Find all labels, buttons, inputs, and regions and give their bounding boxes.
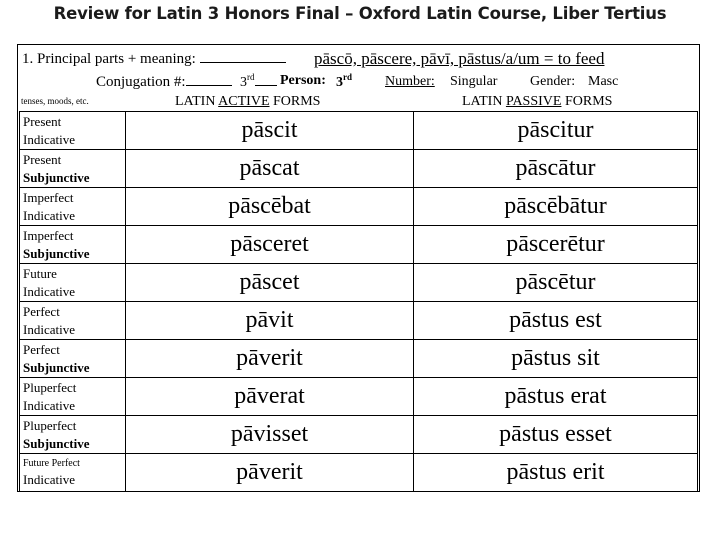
number-value: Singular — [450, 74, 498, 89]
mood-name: Indicative — [23, 471, 75, 487]
person-suffix: rd — [343, 72, 352, 82]
active-form: pāverat — [126, 378, 414, 416]
passive-heading-pre: LATIN — [462, 94, 506, 109]
active-form: pāscat — [126, 150, 414, 188]
tenses-note: tenses, moods, etc. — [21, 96, 89, 106]
mood-name: Indicative — [23, 131, 75, 147]
principal-parts-blank — [200, 62, 286, 63]
tense-name: Pluperfect — [23, 379, 77, 395]
tense-cell — [20, 416, 126, 454]
passive-forms-heading — [462, 94, 612, 110]
conjugation-value — [240, 72, 277, 91]
active-forms-heading — [175, 94, 320, 110]
mood-name: Indicative — [23, 397, 75, 413]
passive-form: pāstus erit — [414, 454, 698, 492]
conjugation-number: 3 — [240, 75, 247, 90]
active-form: pāverit — [126, 454, 414, 492]
passive-form: pāstus esset — [414, 416, 698, 454]
conjugation-table — [19, 111, 698, 492]
active-form: pāsceret — [126, 226, 414, 264]
tense-name: Perfect — [23, 341, 60, 357]
table-row — [20, 454, 698, 492]
worksheet — [17, 44, 700, 492]
passive-heading-post: FORMS — [561, 94, 613, 109]
tense-cell — [20, 302, 126, 340]
passive-form: pāscitur — [414, 112, 698, 150]
gender-value: Masc — [588, 74, 619, 89]
tense-name: Perfect — [23, 303, 60, 319]
tense-cell — [20, 226, 126, 264]
table-row — [20, 112, 698, 150]
tense-cell — [20, 378, 126, 416]
mood-name: Indicative — [23, 283, 75, 299]
tense-cell — [20, 112, 126, 150]
conjugation-blank — [186, 85, 232, 86]
tense-name: Future Perfect — [23, 457, 80, 469]
active-heading-post: FORMS — [269, 94, 321, 109]
passive-form: pāstus erat — [414, 378, 698, 416]
conjugation-blank-2 — [255, 85, 277, 86]
tense-name: Future — [23, 265, 57, 281]
mood-name: Subjunctive — [23, 435, 90, 451]
mood-name: Indicative — [23, 207, 75, 223]
mood-name: Subjunctive — [23, 169, 90, 185]
mood-name: Subjunctive — [23, 245, 90, 261]
principal-parts-label — [22, 51, 286, 68]
active-form: pāverit — [126, 340, 414, 378]
table-row — [20, 378, 698, 416]
active-form: pāscet — [126, 264, 414, 302]
person-value — [336, 72, 352, 91]
tense-name: Imperfect — [23, 227, 74, 243]
mood-name: Indicative — [23, 321, 75, 337]
tense-name: Present — [23, 151, 62, 167]
active-form: pāscēbat — [126, 188, 414, 226]
passive-form: pāscētur — [414, 264, 698, 302]
active-form: pāvisset — [126, 416, 414, 454]
active-form: pāvit — [126, 302, 414, 340]
table-row — [20, 264, 698, 302]
table-row — [20, 188, 698, 226]
tense-name: Pluperfect — [23, 417, 77, 433]
passive-form: pāstus est — [414, 302, 698, 340]
active-heading-word: ACTIVE — [218, 94, 270, 109]
active-form: pāscit — [126, 112, 414, 150]
table-row — [20, 302, 698, 340]
gender-label: Gender: — [530, 74, 576, 89]
table-row — [20, 340, 698, 378]
conjugation-label-text: Conjugation #: — [96, 74, 186, 90]
principal-parts-label-text: 1. Principal parts + meaning: — [22, 51, 196, 67]
person-label: Person: — [280, 73, 326, 88]
page-title: Review for Latin 3 Honors Final – Oxford Latin Course, Liber Tertius — [53, 4, 667, 23]
tense-cell — [20, 264, 126, 302]
passive-heading-word: PASSIVE — [505, 94, 562, 109]
passive-form: pāscātur — [414, 150, 698, 188]
passive-form: pāstus sit — [414, 340, 698, 378]
principal-parts-value: pāscō, pāscere, pāvī, pāstus/a/um = to feed — [314, 49, 605, 68]
tense-name: Present — [23, 113, 62, 129]
table-row — [20, 416, 698, 454]
tense-name: Imperfect — [23, 189, 74, 205]
number-label: Number: — [385, 74, 435, 89]
active-heading-pre: LATIN — [175, 94, 219, 109]
mood-name: Subjunctive — [23, 359, 90, 375]
tense-cell — [20, 150, 126, 188]
tense-cell — [20, 188, 126, 226]
person-number: 3 — [336, 75, 343, 90]
passive-form: pāscēbātur — [414, 188, 698, 226]
table-row — [20, 226, 698, 264]
table-row — [20, 150, 698, 188]
tense-cell — [20, 454, 126, 492]
passive-form: pāscerētur — [414, 226, 698, 264]
conjugation-suffix: rd — [247, 72, 255, 82]
tense-cell — [20, 340, 126, 378]
conjugation-label — [96, 74, 232, 91]
